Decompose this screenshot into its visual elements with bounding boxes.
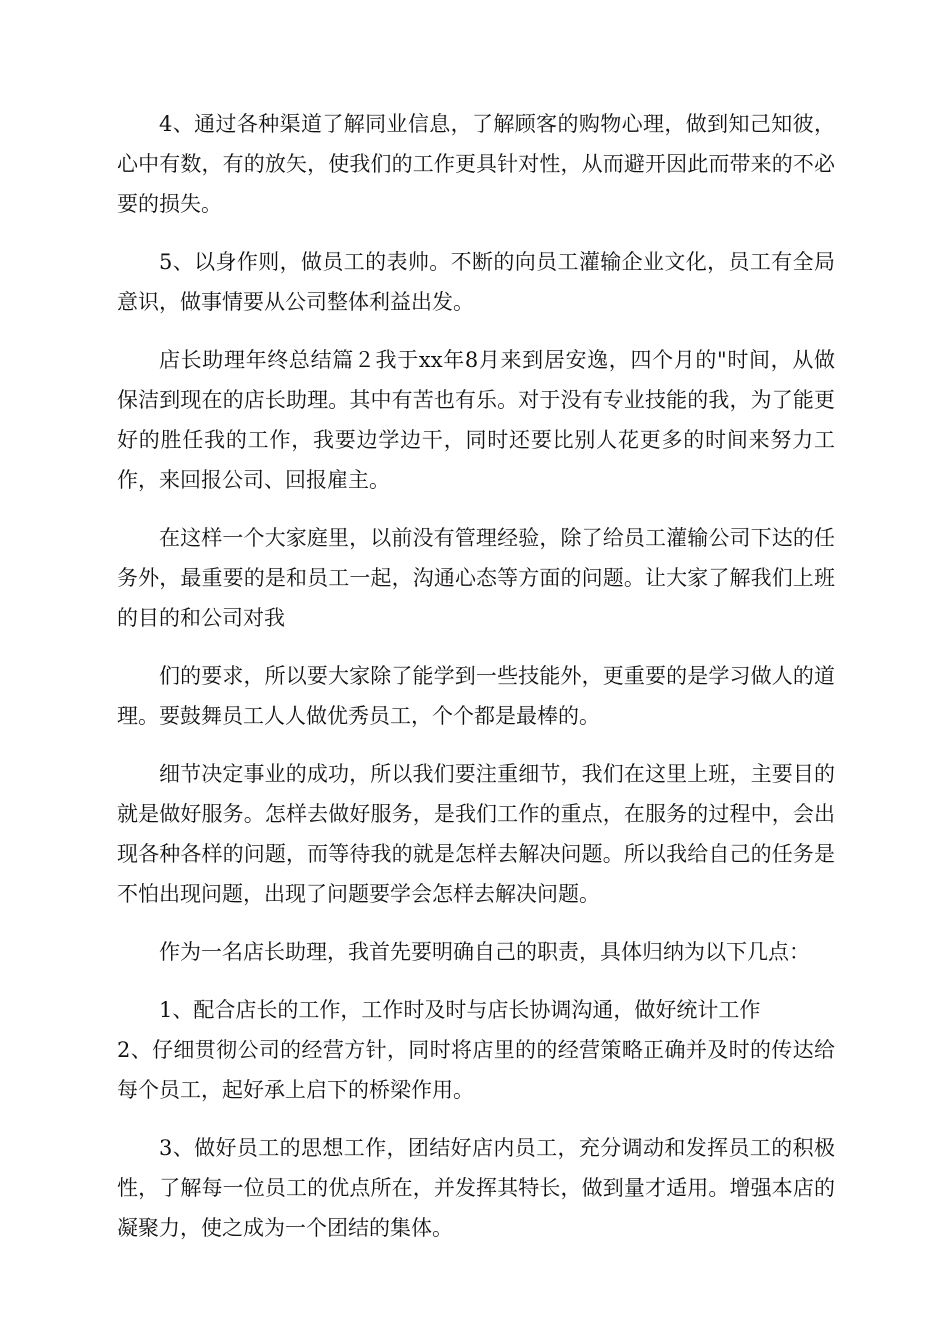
paragraph-duties-intro: 作为一名店长助理，我首先要明确自己的职责，具体归纳为以下几点： (159, 940, 810, 964)
duty-item-2: 2、仔细贯彻公司的经营方针，同时将店里的的经营策略正确并及时的传达给每个员工，起好承上启下的桥梁作用。 (117, 1038, 835, 1102)
paragraph-item-5: 5、以身作则，做员工的表帅。不断的向员工灌输企业文化，员工有全局意识，做事情要从公司整体利益出发。 (117, 250, 835, 314)
paragraph-details: 细节决定事业的成功，所以我们要注重细节，我们在这里上班，主要目的就是做好服务。怎样去做好服务，是我们工作的重点，在服务的过程中，会出现各种各样的问题，而等待我的就是怎样去解决问题。所以我给自己的任务是不怕出现问题，出现了问题要学会怎样去解决问题。 (117, 762, 835, 906)
duties-list-block (117, 990, 835, 1110)
paragraph-summary-intro: 店长助理年终总结篇２我于xx年8月来到居安逸，四个月的"时间，从做保洁到现在的店长助理。其中有苦也有乐。对于没有专业技能的我，为了能更好的胜任我的工作，我要边学边干，同时还要比别人花更多的时间来努力工作，来回报公司、回报雇主。 (117, 348, 835, 492)
document-page (117, 104, 835, 1266)
duty-item-3: 3、做好员工的思想工作，团结好店内员工，充分调动和发挥员工的积极性，了解每一位员工的优点所在，并发挥其特长，做到量才适用。增强本店的凝聚力，使之成为一个团结的集体。 (117, 1136, 835, 1240)
paragraph-family: 在这样一个大家庭里，以前没有管理经验，除了给员工灌输公司下达的任务外，最重要的是和员工一起，沟通心态等方面的问题。让大家了解我们上班的目的和公司对我 (117, 526, 835, 630)
duty-item-1: 1、配合店长的工作，工作时及时与店长协调沟通，做好统计工作 (159, 998, 761, 1022)
paragraph-requirements: 们的要求，所以要大家除了能学到一些技能外，更重要的是学习做人的道理。要鼓舞员工人人做优秀员工，个个都是最棒的。 (117, 664, 835, 728)
paragraph-item-4: 4、通过各种渠道了解同业信息，了解顾客的购物心理，做到知己知彼，心中有数，有的放矢，使我们的工作更具针对性，从而避开因此而带来的不必要的损失。 (117, 112, 835, 216)
